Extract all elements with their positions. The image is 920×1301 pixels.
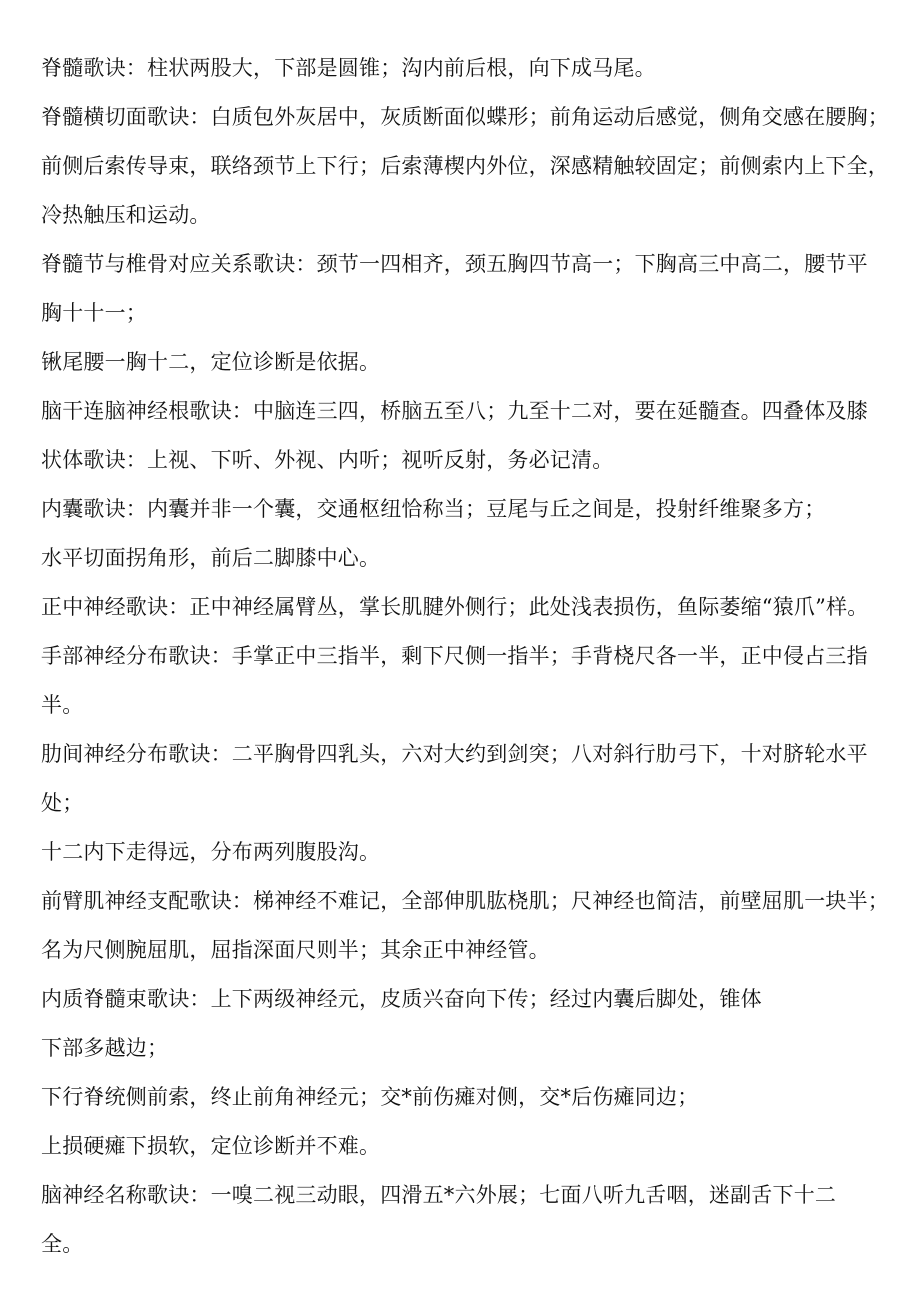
text-line-6: 胸十十一； xyxy=(41,301,147,325)
text-line-24: 脑神经名称歌诀：一嗅二视三动眼，四滑五*六外展；七面八听九舌咽，迷副舌下十二 xyxy=(41,1183,837,1207)
text-line-5: 脊髓节与椎骨对应关系歌诀：颈节一四相齐，颈五胸四节高一；下胸高三中高二，腰节平 xyxy=(41,252,868,276)
text-line-3: 前侧后索传导束，联络颈节上下行；后索薄楔内外位，深感精触较固定；前侧索内上下全， xyxy=(41,154,889,178)
text-line-19: 名为尺侧腕屈肌，屈指深面尺则半；其余正中神经管。 xyxy=(41,938,550,962)
text-line-20: 内质脊髓束歌诀：上下两级神经元，皮质兴奋向下传；经过内囊后脚处，锥体 xyxy=(41,987,762,1011)
text-line-18: 前臂肌神经支配歌诀：梯神经不难记，全部伸肌肱桡肌；尺神经也简洁，前壁屈肌一块半； xyxy=(41,889,889,913)
text-line-16: 处； xyxy=(41,791,84,815)
text-line-15: 肋间神经分布歌诀：二平胸骨四乳头，六对大约到剑突；八对斜行肋弓下，十对脐轮水平 xyxy=(41,742,868,766)
text-line-2: 脊髓横切面歌诀：白质包外灰居中，灰质断面似蝶形；前角运动后感觉，侧角交感在腰胸； xyxy=(41,105,889,129)
text-line-7: 锹尾腰一胸十二，定位诊断是依据。 xyxy=(41,350,381,374)
text-line-23: 上损硬瘫下损软，定位诊断并不难。 xyxy=(41,1134,381,1158)
text-line-10: 内囊歌诀：内囊并非一个囊，交通枢纽恰称当；豆尾与丘之间是，投射纤维聚多方； xyxy=(41,497,826,521)
text-line-13: 手部神经分布歌诀：手掌正中三指半，剩下尺侧一指半；手背桡尺各一半，正中侵占三指 xyxy=(41,644,868,668)
text-line-1: 脊髓歌诀：柱状两股大，下部是圆锥；沟内前后根，向下成马尾。 xyxy=(41,56,656,80)
text-line-25: 全。 xyxy=(41,1232,84,1256)
document-body xyxy=(41,44,889,1269)
text-line-11: 水平切面拐角形，前后二脚膝中心。 xyxy=(41,546,381,570)
text-line-21: 下部多越边； xyxy=(41,1036,169,1060)
text-line-14: 半。 xyxy=(41,693,84,717)
text-line-9: 状体歌诀：上视、下听、外视、内听；视听反射，务必记清。 xyxy=(41,448,614,472)
text-line-22: 下行脊统侧前索，终止前角神经元；交*前伤瘫对侧，交*后伤瘫同边； xyxy=(41,1085,699,1109)
text-line-12: 正中神经歌诀：正中神经属臂丛，掌长肌腱外侧行；此处浅表损伤，鱼际萎缩“猿爪”样。 xyxy=(41,595,869,619)
text-line-8: 脑干连脑神经根歌诀：中脑连三四，桥脑五至八；九至十二对，要在延髓查。四叠体及膝 xyxy=(41,399,868,423)
text-line-4: 冷热触压和运动。 xyxy=(41,203,211,227)
text-line-17: 十二内下走得远，分布两列腹股沟。 xyxy=(41,840,381,864)
